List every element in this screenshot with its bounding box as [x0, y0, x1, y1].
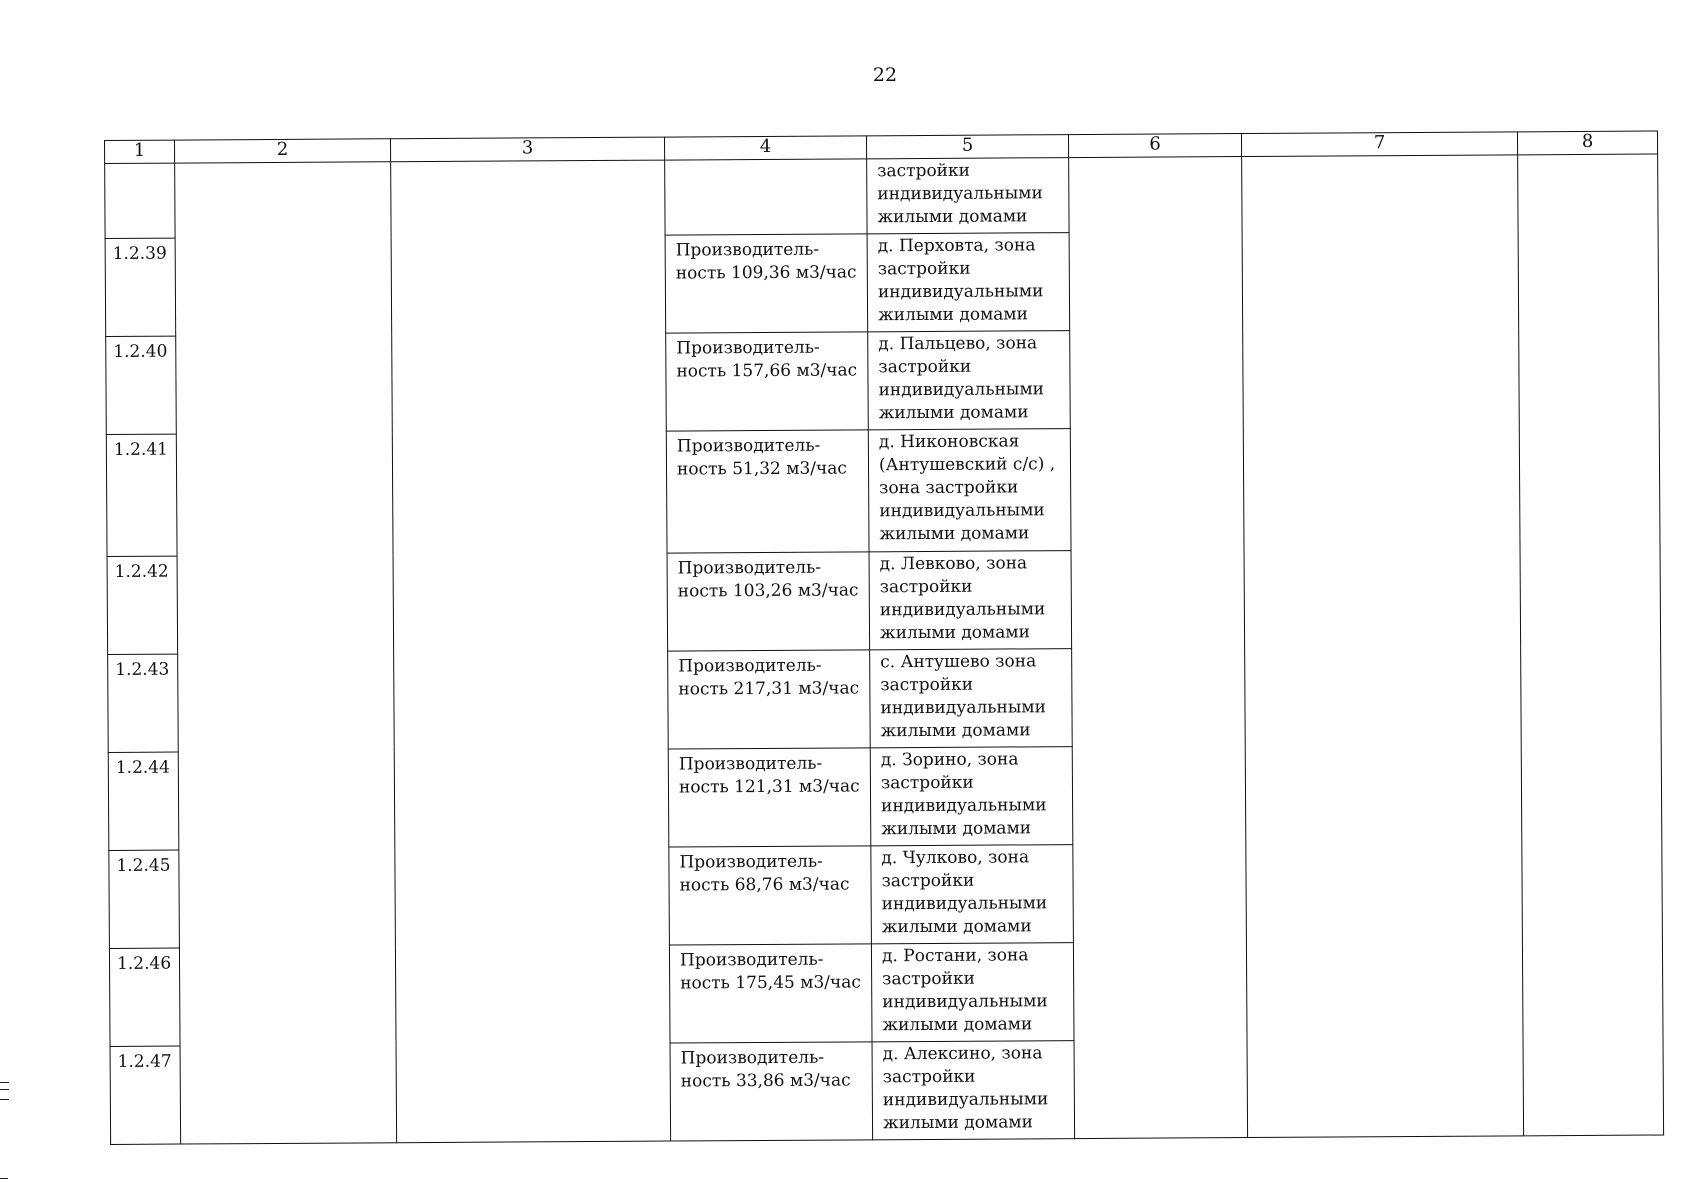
- location-line: д. Никоновская: [878, 431, 1020, 453]
- location-line: индивидуальными: [880, 697, 1046, 719]
- location-line: индивидуальными: [881, 795, 1047, 817]
- location-cell: [869, 551, 1072, 650]
- margin-dash: [0, 1178, 8, 1179]
- location-cell: [867, 233, 1070, 332]
- location-line: д. Алексино, зона: [882, 1043, 1043, 1065]
- column-header: 6: [1068, 134, 1241, 158]
- characteristic-line: Производитель-: [678, 753, 823, 775]
- row-number-cell: [108, 654, 179, 752]
- row-number: 1.2.40: [113, 341, 168, 362]
- location-line: жилыми домами: [882, 1112, 1033, 1134]
- location-line: д. Перховта, зона: [877, 235, 1036, 257]
- characteristic-line: Производитель-: [679, 851, 823, 873]
- location-cell: [868, 429, 1071, 552]
- location-line: застройки: [880, 674, 974, 696]
- location-line: застройки: [878, 356, 972, 378]
- location-cell: [868, 331, 1071, 430]
- column-header: 3: [390, 137, 664, 162]
- location-line: жилыми домами: [879, 523, 1030, 545]
- characteristic-line: ность 33,86 м3/час: [680, 1070, 851, 1092]
- location-line: жилыми домами: [882, 1014, 1033, 1036]
- characteristic-line: ность 157,66 м3/час: [676, 360, 858, 382]
- location-cell: [871, 845, 1074, 944]
- location-line: застройки: [880, 772, 974, 794]
- row-number-cell: [108, 752, 179, 850]
- location-line: застройки: [879, 576, 973, 598]
- location-cell: [867, 158, 1069, 234]
- location-line: с. Антушево зона: [880, 651, 1037, 673]
- row-number-cell: [109, 850, 180, 948]
- row-number-cell: [107, 556, 178, 654]
- document-table: [104, 131, 1664, 1145]
- location-line: д. Ростани, зона: [881, 945, 1029, 967]
- characteristic-line: Производитель-: [676, 337, 820, 359]
- location-line: застройки: [877, 258, 971, 280]
- characteristic-line: Производитель-: [679, 949, 824, 971]
- column-7-cell: [1242, 155, 1524, 1138]
- location-line: д. Зорино, зона: [880, 749, 1019, 771]
- characteristic-cell: [665, 234, 868, 333]
- characteristic-line: Производитель-: [676, 435, 821, 457]
- characteristic-line: ность 109,36 м3/час: [675, 262, 857, 284]
- characteristic-cell: [665, 159, 867, 235]
- column-header: 5: [866, 135, 1068, 159]
- row-number-cell: [105, 238, 176, 336]
- location-line: индивидуальными: [882, 1089, 1049, 1111]
- column-header: 4: [664, 136, 866, 160]
- location-line: жилыми домами: [878, 304, 1029, 326]
- characteristic-cell: [669, 944, 872, 1043]
- characteristic-line: Производитель-: [680, 1047, 825, 1069]
- column-header: 8: [1517, 131, 1657, 155]
- row-number-cell: [106, 434, 177, 556]
- location-line: зона застройки: [879, 477, 1019, 499]
- margin-mark: [0, 1082, 9, 1100]
- characteristic-cell: [666, 332, 869, 431]
- table-row-continuation: [105, 154, 1658, 238]
- location-line: жилыми домами: [877, 206, 1028, 228]
- column-6-cell: [1069, 157, 1248, 1139]
- column-3-cell: [391, 160, 671, 1143]
- row-number: 1.2.46: [116, 953, 172, 974]
- row-number: 1.2.47: [117, 1051, 172, 1072]
- location-line: индивидуальными: [877, 183, 1043, 205]
- row-number: 1.2.44: [115, 757, 170, 778]
- characteristic-cell: [667, 552, 870, 651]
- column-2-cell: [175, 162, 397, 1144]
- row-number-cell: [105, 163, 175, 238]
- location-cell: [871, 943, 1074, 1042]
- location-line: д. Пальцево, зона: [878, 333, 1038, 355]
- location-line: д. Чулково, зона: [881, 847, 1030, 869]
- row-number: 1.2.39: [112, 243, 167, 264]
- location-line: жилыми домами: [881, 818, 1032, 840]
- column-8-cell: [1518, 154, 1664, 1136]
- location-cell: [870, 747, 1073, 846]
- location-line: застройки: [881, 870, 975, 892]
- characteristic-line: Производитель-: [675, 239, 820, 261]
- page-number: 22: [872, 64, 898, 86]
- location-line: индивидуальными: [878, 379, 1045, 401]
- characteristic-cell: [669, 846, 872, 945]
- characteristic-line: ность 175,45 м3/час: [680, 972, 861, 994]
- column-header: 7: [1241, 132, 1517, 157]
- table-body: [105, 154, 1664, 1144]
- location-line: застройки: [877, 160, 971, 182]
- location-cell: [870, 649, 1073, 748]
- characteristic-line: Производитель-: [678, 655, 822, 677]
- characteristic-line: Производитель-: [677, 557, 822, 579]
- location-line: д. Левково, зона: [879, 553, 1028, 575]
- characteristic-line: ность 51,32 м3/час: [676, 458, 847, 480]
- characteristic-line: ность 68,76 м3/час: [679, 874, 850, 896]
- row-number: 1.2.45: [116, 855, 171, 876]
- location-line: жилыми домами: [881, 916, 1032, 938]
- characteristic-line: ность 121,31 м3/час: [678, 776, 860, 798]
- characteristic-cell: [666, 430, 869, 553]
- location-cell: [872, 1041, 1075, 1140]
- location-line: застройки: [882, 1066, 976, 1088]
- location-line: индивидуальными: [879, 599, 1046, 621]
- characteristic-cell: [668, 650, 871, 749]
- location-line: индивидуальными: [877, 281, 1044, 303]
- location-line: жилыми домами: [879, 622, 1030, 644]
- location-line: жилыми домами: [878, 402, 1029, 424]
- characteristic-line: ность 217,31 м3/час: [678, 678, 860, 700]
- location-line: жилыми домами: [880, 720, 1031, 742]
- location-line: индивидуальными: [881, 893, 1048, 915]
- row-number: 1.2.41: [113, 439, 169, 460]
- row-number: 1.2.43: [115, 659, 170, 680]
- column-header: 1: [105, 140, 175, 163]
- row-number: 1.2.42: [114, 561, 169, 582]
- row-number-cell: [106, 336, 177, 434]
- column-header: 2: [175, 139, 391, 163]
- location-line: индивидуальными: [882, 991, 1048, 1013]
- location-line: застройки: [882, 968, 975, 990]
- location-line: (Антушевский с/с) ,: [878, 454, 1056, 476]
- location-line: индивидуальными: [879, 500, 1045, 522]
- row-number-cell: [109, 948, 180, 1046]
- characteristic-line: ность 103,26 м3/час: [677, 580, 859, 602]
- characteristic-cell: [670, 1042, 873, 1141]
- row-number-cell: [110, 1046, 181, 1144]
- characteristic-cell: [668, 748, 871, 847]
